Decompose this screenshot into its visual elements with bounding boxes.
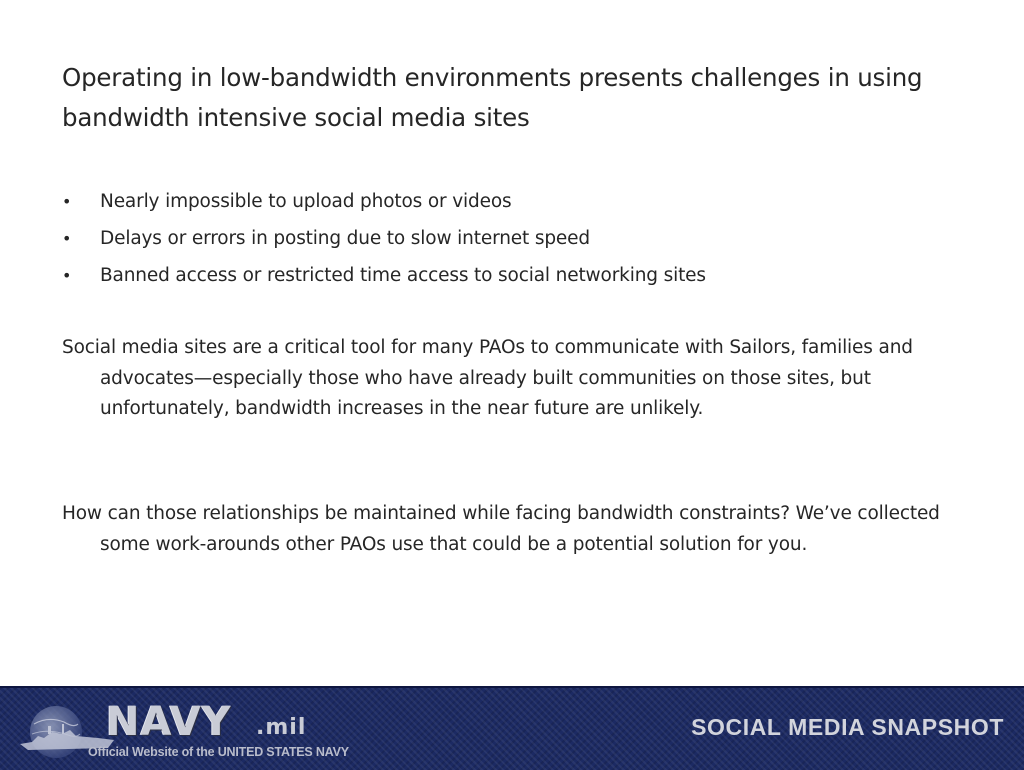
bullet-item [62, 183, 952, 220]
bullet-text: Delays or errors in posting due to slow internet speed [100, 228, 590, 249]
bullet-item [62, 257, 952, 294]
bullet-marker: • [62, 192, 72, 211]
bullet-list [62, 183, 952, 294]
bullet-marker: • [62, 229, 72, 248]
logo-tagline: Official Website of the UNITED STATES NAVY [88, 745, 349, 759]
logo-navy-text: NAVY [106, 699, 232, 745]
bullet-text: Banned access or restricted time access to social networking sites [100, 265, 706, 286]
bullet-marker: • [62, 266, 72, 285]
paragraph-work-arounds: How can those relationships be maintained while facing bandwidth constraints? We’ve collected some work-arounds other PAOs use that could be a potential solution for you. [62, 503, 940, 555]
footer-banner [0, 686, 1024, 770]
bullet-item [62, 220, 952, 257]
navy-mil-logo[interactable] [18, 696, 378, 766]
bullet-text: Nearly impossible to upload photos or videos [100, 191, 512, 212]
footer-title: SOCIAL MEDIA SNAPSHOT [691, 714, 1004, 740]
slide-headline: Operating in low-bandwidth environments presents challenges in using bandwidth intensive social media sites [62, 63, 923, 132]
logo-mil-text: .mil [256, 715, 307, 740]
paragraph-social-media-importance: Social media sites are a critical tool for many PAOs to communicate with Sailors, families and advocates—especially those who have already built communities on those sites, but unfortunately, bandwidth increases in the near future are unlikely. [62, 337, 913, 420]
